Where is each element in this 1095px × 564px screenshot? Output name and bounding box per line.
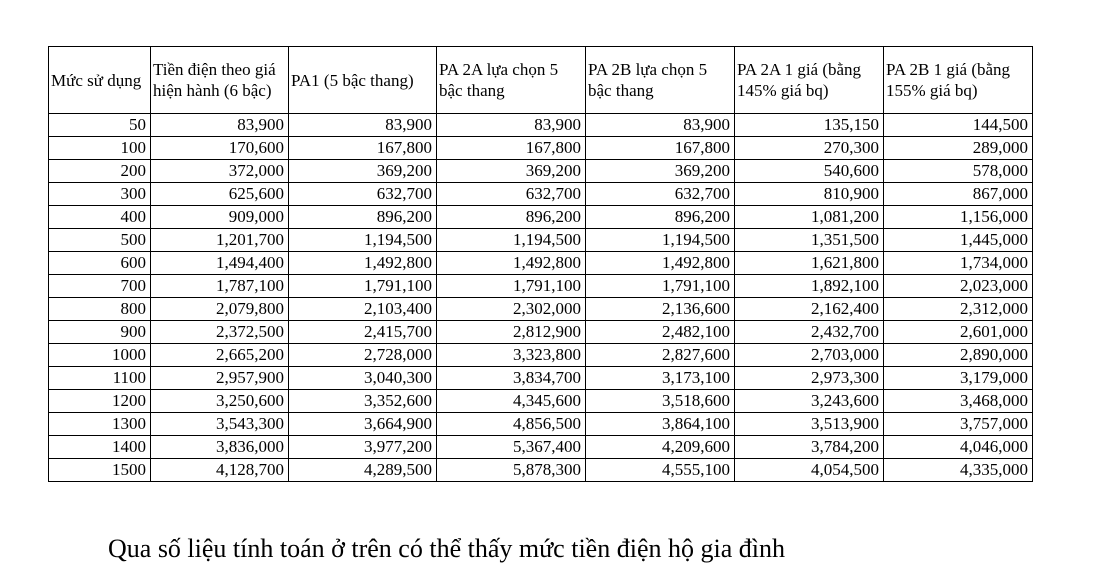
cell-pa2b-single-price: 289,000	[884, 137, 1033, 160]
table-row	[49, 390, 1033, 413]
header-pa2b-5-tiers: PA 2B lựa chọn 5 bậc thang	[586, 47, 735, 114]
cell-current-price: 909,000	[151, 206, 289, 229]
table-row	[49, 321, 1033, 344]
cell-usage-level: 1400	[49, 436, 151, 459]
table-row	[49, 183, 1033, 206]
cell-pa1: 3,977,200	[289, 436, 437, 459]
header-pa2a-single-price: PA 2A 1 giá (bằng 145% giá bq)	[735, 47, 884, 114]
header-current-price: Tiền điện theo giá hiện hành (6 bậc)	[151, 47, 289, 114]
table-row	[49, 137, 1033, 160]
cell-current-price: 2,372,500	[151, 321, 289, 344]
cell-pa2b-single-price: 3,757,000	[884, 413, 1033, 436]
cell-pa1: 167,800	[289, 137, 437, 160]
cell-pa2a-single-price: 270,300	[735, 137, 884, 160]
cell-pa2a-single-price: 3,243,600	[735, 390, 884, 413]
cell-current-price: 1,201,700	[151, 229, 289, 252]
table-row	[49, 298, 1033, 321]
cell-usage-level: 1500	[49, 459, 151, 482]
cell-pa2a-5-tiers: 4,856,500	[437, 413, 586, 436]
table-row	[49, 114, 1033, 137]
cell-pa2a-5-tiers: 1,194,500	[437, 229, 586, 252]
cell-pa2b-5-tiers: 4,209,600	[586, 436, 735, 459]
cell-pa2a-single-price: 3,784,200	[735, 436, 884, 459]
cell-pa2b-5-tiers: 167,800	[586, 137, 735, 160]
table-row	[49, 160, 1033, 183]
cell-pa2b-5-tiers: 2,827,600	[586, 344, 735, 367]
cell-pa2a-5-tiers: 83,900	[437, 114, 586, 137]
cell-current-price: 372,000	[151, 160, 289, 183]
cell-pa2b-single-price: 144,500	[884, 114, 1033, 137]
cell-current-price: 4,128,700	[151, 459, 289, 482]
table-row	[49, 252, 1033, 275]
cell-usage-level: 500	[49, 229, 151, 252]
cell-pa2a-5-tiers: 896,200	[437, 206, 586, 229]
cell-pa2a-single-price: 2,703,000	[735, 344, 884, 367]
cell-pa2b-5-tiers: 369,200	[586, 160, 735, 183]
cell-pa1: 632,700	[289, 183, 437, 206]
cell-usage-level: 700	[49, 275, 151, 298]
cell-pa2b-5-tiers: 1,492,800	[586, 252, 735, 275]
cell-usage-level: 1200	[49, 390, 151, 413]
cell-pa2a-single-price: 2,973,300	[735, 367, 884, 390]
cell-pa2b-5-tiers: 3,864,100	[586, 413, 735, 436]
table-row	[49, 229, 1033, 252]
cell-pa2b-single-price: 4,046,000	[884, 436, 1033, 459]
cell-pa1: 1,492,800	[289, 252, 437, 275]
cell-current-price: 2,665,200	[151, 344, 289, 367]
cell-pa1: 3,040,300	[289, 367, 437, 390]
cell-current-price: 1,494,400	[151, 252, 289, 275]
cell-pa2b-single-price: 2,312,000	[884, 298, 1033, 321]
cell-pa2a-single-price: 1,351,500	[735, 229, 884, 252]
cell-usage-level: 1000	[49, 344, 151, 367]
cell-pa2b-5-tiers: 4,555,100	[586, 459, 735, 482]
cell-pa1: 1,791,100	[289, 275, 437, 298]
cell-usage-level: 50	[49, 114, 151, 137]
cell-usage-level: 800	[49, 298, 151, 321]
cell-pa1: 896,200	[289, 206, 437, 229]
table-row	[49, 344, 1033, 367]
cell-pa1: 83,900	[289, 114, 437, 137]
table-row	[49, 436, 1033, 459]
cell-pa2a-single-price: 810,900	[735, 183, 884, 206]
cell-pa2b-5-tiers: 83,900	[586, 114, 735, 137]
cell-current-price: 2,957,900	[151, 367, 289, 390]
cell-current-price: 1,787,100	[151, 275, 289, 298]
cell-pa2b-5-tiers: 632,700	[586, 183, 735, 206]
cell-pa2b-5-tiers: 3,518,600	[586, 390, 735, 413]
cell-current-price: 625,600	[151, 183, 289, 206]
cell-usage-level: 100	[49, 137, 151, 160]
cell-pa2a-5-tiers: 632,700	[437, 183, 586, 206]
cell-pa2a-single-price: 1,892,100	[735, 275, 884, 298]
cell-pa2b-5-tiers: 2,136,600	[586, 298, 735, 321]
cell-pa2a-5-tiers: 1,492,800	[437, 252, 586, 275]
header-usage-level: Mức sử dụng	[49, 47, 151, 114]
cell-current-price: 170,600	[151, 137, 289, 160]
cell-usage-level: 1100	[49, 367, 151, 390]
cell-pa2a-5-tiers: 167,800	[437, 137, 586, 160]
cell-pa2b-single-price: 578,000	[884, 160, 1033, 183]
cell-usage-level: 200	[49, 160, 151, 183]
cell-pa2a-5-tiers: 5,878,300	[437, 459, 586, 482]
cell-pa2a-5-tiers: 2,812,900	[437, 321, 586, 344]
electricity-tariff-table	[48, 46, 1033, 482]
cell-pa2a-5-tiers: 4,345,600	[437, 390, 586, 413]
table-row	[49, 367, 1033, 390]
cell-pa2a-single-price: 1,081,200	[735, 206, 884, 229]
table-row	[49, 275, 1033, 298]
cell-pa2a-single-price: 3,513,900	[735, 413, 884, 436]
cell-current-price: 83,900	[151, 114, 289, 137]
cell-pa2b-single-price: 1,156,000	[884, 206, 1033, 229]
table-row	[49, 206, 1033, 229]
cell-pa2b-single-price: 1,734,000	[884, 252, 1033, 275]
cell-current-price: 3,543,300	[151, 413, 289, 436]
cell-pa2b-5-tiers: 1,194,500	[586, 229, 735, 252]
cell-pa2b-single-price: 2,890,000	[884, 344, 1033, 367]
cell-current-price: 3,250,600	[151, 390, 289, 413]
header-pa1: PA1 (5 bậc thang)	[289, 47, 437, 114]
cell-pa1: 3,352,600	[289, 390, 437, 413]
cell-pa2a-single-price: 4,054,500	[735, 459, 884, 482]
cell-pa1: 4,289,500	[289, 459, 437, 482]
header-row	[49, 47, 1033, 114]
body-paragraph-text: Qua số liệu tính toán ở trên có thể thấy mức tiền điện hộ gia đình	[108, 534, 785, 563]
cell-pa2a-single-price: 2,432,700	[735, 321, 884, 344]
cell-pa2b-single-price: 3,468,000	[884, 390, 1033, 413]
cell-pa2b-5-tiers: 2,482,100	[586, 321, 735, 344]
cell-pa2a-single-price: 540,600	[735, 160, 884, 183]
cell-pa1: 2,728,000	[289, 344, 437, 367]
cell-pa2b-single-price: 4,335,000	[884, 459, 1033, 482]
cell-pa2a-5-tiers: 2,302,000	[437, 298, 586, 321]
cell-pa2a-5-tiers: 1,791,100	[437, 275, 586, 298]
cell-pa2b-single-price: 2,601,000	[884, 321, 1033, 344]
cell-current-price: 3,836,000	[151, 436, 289, 459]
cell-usage-level: 400	[49, 206, 151, 229]
cell-pa1: 2,103,400	[289, 298, 437, 321]
cell-usage-level: 900	[49, 321, 151, 344]
cell-pa2a-5-tiers: 369,200	[437, 160, 586, 183]
cell-usage-level: 300	[49, 183, 151, 206]
cell-pa2b-single-price: 3,179,000	[884, 367, 1033, 390]
cell-pa2b-5-tiers: 1,791,100	[586, 275, 735, 298]
cell-pa2b-single-price: 1,445,000	[884, 229, 1033, 252]
cell-pa1: 2,415,700	[289, 321, 437, 344]
cell-pa1: 369,200	[289, 160, 437, 183]
cell-pa1: 3,664,900	[289, 413, 437, 436]
cell-usage-level: 1300	[49, 413, 151, 436]
cell-pa2a-single-price: 1,621,800	[735, 252, 884, 275]
cell-pa2a-single-price: 135,150	[735, 114, 884, 137]
cell-pa2a-5-tiers: 3,323,800	[437, 344, 586, 367]
cell-pa2a-5-tiers: 3,834,700	[437, 367, 586, 390]
table-row	[49, 413, 1033, 436]
cell-usage-level: 600	[49, 252, 151, 275]
table-header	[49, 47, 1033, 114]
header-pa2b-single-price: PA 2B 1 giá (bằng 155% giá bq)	[884, 47, 1033, 114]
cell-pa2b-single-price: 867,000	[884, 183, 1033, 206]
cell-current-price: 2,079,800	[151, 298, 289, 321]
table-row	[49, 459, 1033, 482]
cell-pa2b-5-tiers: 896,200	[586, 206, 735, 229]
cell-pa2b-single-price: 2,023,000	[884, 275, 1033, 298]
cell-pa2a-5-tiers: 5,367,400	[437, 436, 586, 459]
cell-pa1: 1,194,500	[289, 229, 437, 252]
header-pa2a-5-tiers: PA 2A lựa chọn 5 bậc thang	[437, 47, 586, 114]
table-body	[49, 114, 1033, 482]
cell-pa2b-5-tiers: 3,173,100	[586, 367, 735, 390]
cell-pa2a-single-price: 2,162,400	[735, 298, 884, 321]
